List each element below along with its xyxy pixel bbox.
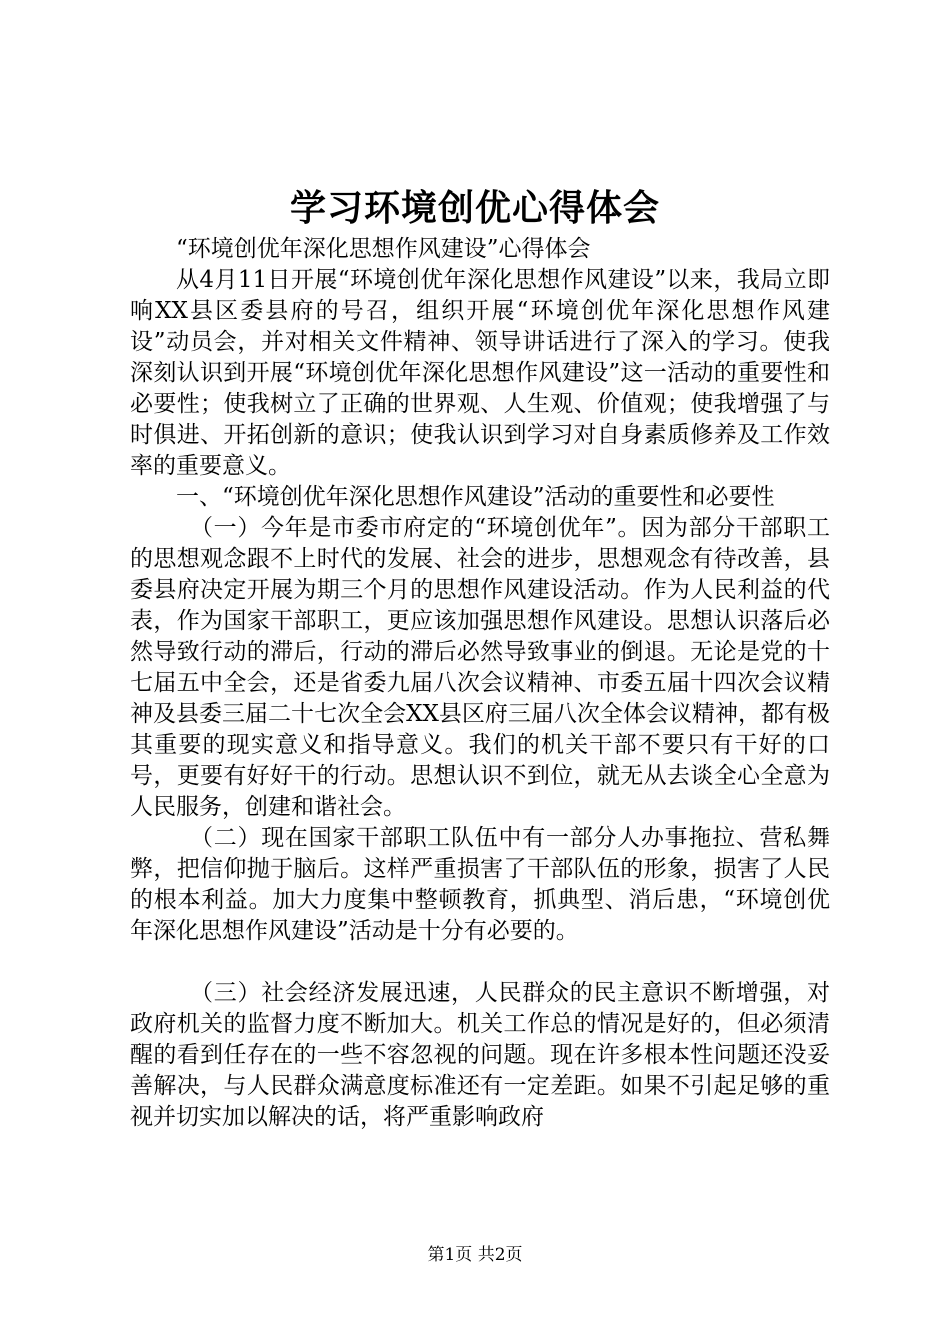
document-title: 学习环境创优心得体会 — [289, 187, 660, 229]
point-three-paragraph: （三）社会经济发展迅速，人民群众的民主意识不断增强，对政府机关的监督力度不断加大。机关工作总的情况是好的，但必须清醒的看到任存在的一些不容忽视的问题。现在许多根本性问题还没妥善解决，与人民群众满意度标准还有一定差距。如果不引起足够的重视并切实加以解决的话，将严重影响政府 — [130, 980, 830, 1130]
page-footer: 第1页 共2页 — [427, 1245, 523, 1265]
section-heading: 一、“环境创优年深化思想作风建设”活动的重要性和必要性 — [176, 484, 775, 510]
intro-paragraph: 从4月11日开展“环境创优年深化思想作风建设”以来，我局立即响XX县区委县府的号召，组织开展“环境创优年深化思想作风建设”动员会，并对相关文件精神、领导讲话进行了深入的学习。使我深刻认识到开展“环境创优年深化思想作风建设”这一活动的重要性和必要性；使我树立了正确的世界观、人生观、价值观；使我增强了与时俱进、开拓创新的意识；使我认识到学习对自身素质修养及工作效率的重要意义。 — [130, 267, 830, 479]
document-body — [130, 234, 830, 1133]
point-two-paragraph: （二）现在国家干部职工队伍中有一部分人办事拖拉、营私舞弊，把信仰抛于脑后。这样严重损害了干部队伍的形象，损害了人民的根本利益。加大力度集中整顿教育，抓典型、消后患，“环境创优年深化思想作风建设”活动是十分有必要的。 — [130, 825, 830, 944]
subtitle-paragraph: “环境创优年深化思想作风建设”心得体会 — [176, 236, 591, 262]
point-one-paragraph: （一）今年是市委市府定的“环境创优年”。因为部分干部职工的思想观念跟不上时代的发展、社会的进步，思想观念有待改善，县委县府决定开展为期三个月的思想作风建设活动。作为人民利益的代表，作为国家干部职工，更应该加强思想作风建设。思想认识落后必然导致行动的滞后，行动的滞后必然导致事业的倒退。无论是党的十七届五中全会，还是省委九届八次会议精神、市委五届十四次会议精神及县委三届二十七次全会XX县区府三届八次全体会议精神，都有极其重要的现实意义和指导意义。我们的机关干部不要只有干好的口号，更要有好好干的行动。思想认识不到位，就无从去谈全心全意为人民服务，创建和谐社会。 — [130, 515, 830, 820]
paragraph-spacer — [130, 947, 830, 978]
